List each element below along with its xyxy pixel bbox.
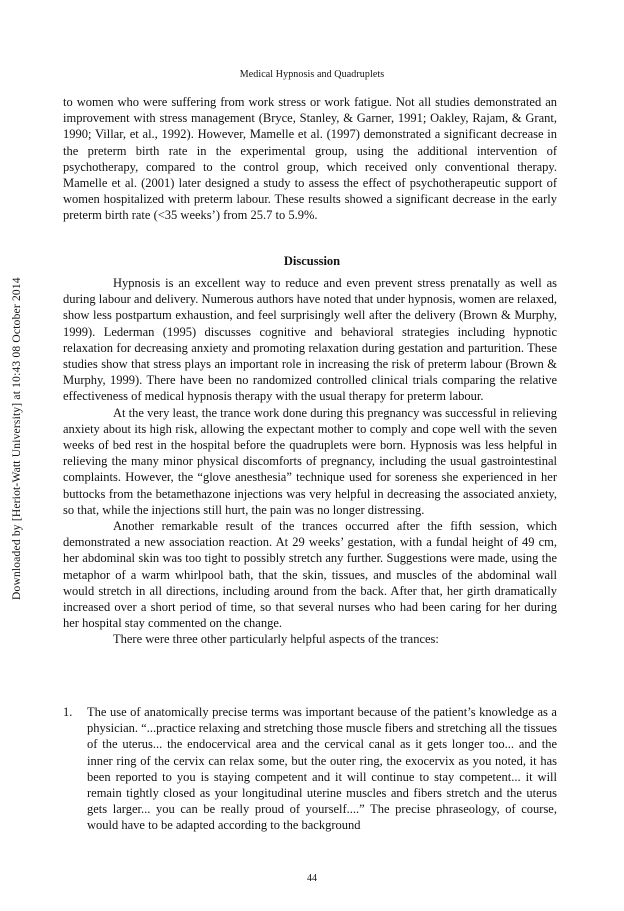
list-item-number: 1. xyxy=(63,705,73,719)
download-notice: Downloaded by [Heriot-Watt University] at 10:43 08 October 2014 xyxy=(11,277,23,600)
discussion-paragraph-2: At the very least, the trance work done during this pregnancy was successful in relieving anxiety about its high risk, allowing the expectant mother to comply and cope well with the seven weeks of bed rest in the hospital before the quadruplets were born. Hypnosis was less helpful in relieving the many minor physical discomforts of pregnancy, including the usual gastrointestinal complaints. However, the “glove anesthesia” technique used for soreness she experienced in her buttocks from the betamethazone injections was very helpful in decreasing the associated anxiety, so that, while the injections still hurt, the pain was no longer distressing. xyxy=(63,405,557,517)
running-header: Medical Hypnosis and Quadruplets xyxy=(239,69,385,80)
page-number: 44 xyxy=(307,873,317,884)
list-item-text: The use of anatomically precise terms was important because of the patient’s knowledge as a physician. “...practice relaxing and stretching those muscle fibers and stretching all the tissues of the uterus... the endocervical area and the cervical canal as it gets longer too... and the inner ring of the cervix can relax some, but the outer ring, the exocervix as you noted, it has been reported to you is staying competent and it will continue to stay competent... it will remain tightly closed as your longitudinal uterine muscles and fibers stretch and the uterus gets larger... you can be really proud of yourself....” The precise phraseology, of course, would have to be adapted according to the background xyxy=(87,705,557,833)
discussion-paragraph-3: Another remarkable result of the trances occurred after the fifth session, which demonstrated a new association reaction. At 29 weeks’ gestation, with a fundal height of 49 cm, her abdominal skin was too tight to possibly stretch any further. Suggestions were made, using the metaphor of a warm whirlpool bath, that the skin, tissues, and muscles of the abdominal wall would stretch in all directions, including around from the back. After that, her girth dramatically increased over a short period of time, so that several nurses who had been caring for her during her hospital stay commented on the change. xyxy=(63,519,557,631)
numbered-list xyxy=(63,704,557,834)
discussion-block xyxy=(63,275,557,648)
discussion-paragraph-4: There were three other particularly helpful aspects of the trances: xyxy=(113,632,439,647)
list-item xyxy=(63,704,557,834)
section-heading-discussion: Discussion xyxy=(283,254,341,268)
intro-paragraph: to women who were suffering from work stress or work fatigue. Not all studies demonstrated an improvement with stress management (Bryce, Stanley, & Garner, 1991; Oakley, Rajam, & Grant, 1990; Villar, et al., 1992). However, Mamelle et al. (1997) demonstrated a significant decrease in the preterm birth rate in the experimental group, using the additional intervention of psychotherapy, compared to the control group, which received only conventional therapy. Mamelle et al. (2001) later designed a study to assess the effect of psychotherapeutic support of women hospitalized with preterm labour. These results showed a significant decrease in the early preterm birth rate (<35 weeks’) from 25.7 to 5.9%. xyxy=(63,95,557,223)
discussion-paragraph-1: Hypnosis is an excellent way to reduce and even prevent stress prenatally as well as during labour and delivery. Numerous authors have noted that under hypnosis, women are relaxed, show less postpartum exhaustion, and feel surprisingly well after the delivery (Brown & Murphy, 1999). Lederman (1995) discusses cognitive and behavioral strategies including hypnotic relaxation for decreasing anxiety and promoting relaxation during gestation and parturition. These studies show that stress plays an important role in increasing the risk of preterm labour (Brown & Murphy, 1999). There have been no randomized controlled clinical trials comparing the relative effectiveness of medical hypnosis therapy with the usual therapy for preterm labour. xyxy=(63,276,557,404)
intro-paragraph-block xyxy=(63,94,557,224)
